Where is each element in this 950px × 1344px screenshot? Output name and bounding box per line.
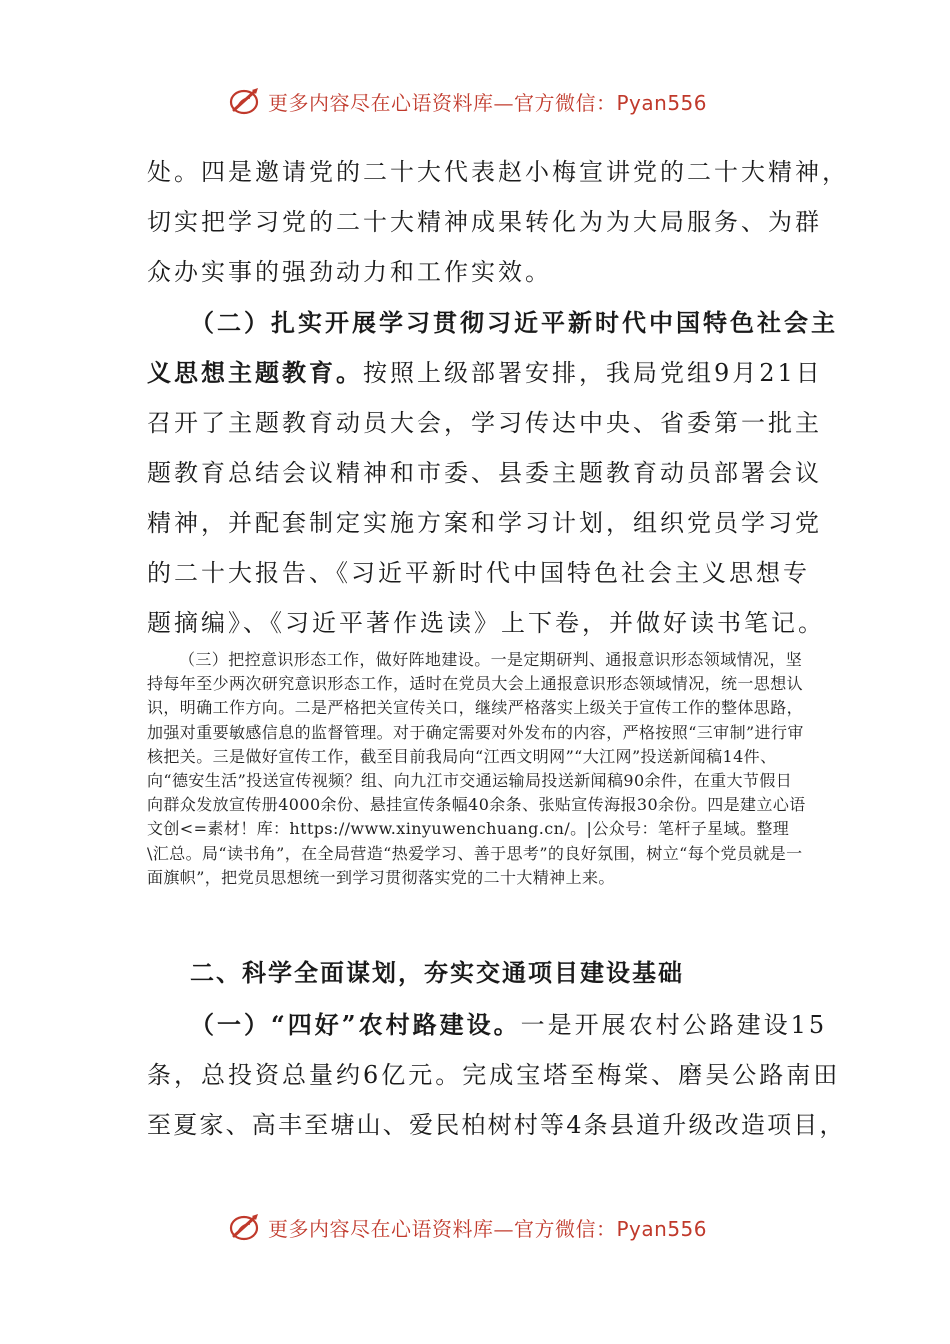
section-2-line: 召开了主题教育动员大会，学习传达中央、省委第一批主 bbox=[147, 409, 822, 437]
part-2-section-1-heading: （一）“四好”农村路建设。 bbox=[190, 1010, 521, 1039]
section-2-line: 题摘编》、《习近平著作选读》上下卷，并做好读书笔记。 bbox=[147, 609, 825, 637]
paragraph-line: 处。四是邀请党的二十大代表赵小梅宣讲党的二十大精神， bbox=[147, 158, 849, 186]
section-2-line: 的二十大报告、《习近平新时代中国特色社会主义思想专 bbox=[147, 559, 810, 587]
footer-text: 更多内容尽在心语资料库—官方微信：Pyan556 bbox=[268, 1216, 708, 1241]
part-2-section-1-line: 条，总投资总量约6亿元。完成宝塔至梅棠、磨吴公路南田 bbox=[147, 1061, 841, 1089]
header-banner bbox=[228, 84, 707, 118]
pen-scroll-logo-icon bbox=[228, 1210, 262, 1244]
part-2-section-1-line: （一）“四好”农村路建设。一是开展农村公路建设15 bbox=[190, 1010, 828, 1039]
part-2-section-1-line: 至夏家、高丰至塘山、爱民柏树村等4条县道升级改造项目， bbox=[147, 1111, 846, 1139]
section-2-heading-end: 义思想主题教育。 bbox=[147, 358, 363, 387]
paragraph-line: 众办实事的强劲动力和工作实效。 bbox=[147, 258, 552, 286]
pen-scroll-logo-icon bbox=[228, 84, 262, 118]
footer-wechat-id: Pyan556 bbox=[616, 1216, 708, 1241]
section-2-line: 义思想主题教育。按照上级部署安排，我局党组9月21日 bbox=[147, 358, 823, 387]
footer-banner bbox=[228, 1210, 707, 1244]
section-3-paragraph: （三）把控意识形态工作，做好阵地建设。一是定期研判、通报意识形态领域情况，坚持每年至少两次研究意识形态工作，适时在党员大会上通报意识形态领域情况，统一思想认识，明确工作方向。二是严格把关宣传关口，继续严格落实上级关于宣传工作的整体思路，加强对重要敏感信息的监督管理。对于确定需要对外发布的内容，严格按照“三审制”进行审核把关。三是做好宣传工作，截至目前我局向“江西文明网”“大江网”投送新闻稿14件、向“德安生活”投送宣传视频？组、向九江市交通运输局投送新闻稿90余件，在重大节假日向群众发放宣传册4000余份、悬挂宣传条幅40余条、张贴宣传海报30余份。四是建立心语文创<=素材！库：https://www.xinyuwenchuang.cn/。|公众号：笔杆子星域。整理\汇总。局“读书角”，在全局营造“热爱学习、善于思考”的良好氛围，树立“每个党员就是一面旗帜”，把党员思想统一到学习贯彻落实党的二十大精神上来。 bbox=[147, 650, 806, 887]
part-2-heading: 二、科学全面谋划，夯实交通项目建设基础 bbox=[190, 958, 684, 987]
section-2-line: 精神，并配套制定实施方案和学习计划，组织党员学习党 bbox=[147, 509, 822, 537]
paragraph-line: 切实把学习党的二十大精神成果转化为为大局服务、为群 bbox=[147, 208, 822, 236]
section-2-heading: （二）扎实开展学习贯彻习近平新时代中国特色社会主 bbox=[190, 308, 838, 337]
header-text: 更多内容尽在心语资料库—官方微信：Pyan556 bbox=[268, 90, 708, 115]
header-wechat-id: Pyan556 bbox=[616, 90, 708, 115]
section-2-line: 题教育总结会议精神和市委、县委主题教育动员部署会议 bbox=[147, 459, 822, 487]
